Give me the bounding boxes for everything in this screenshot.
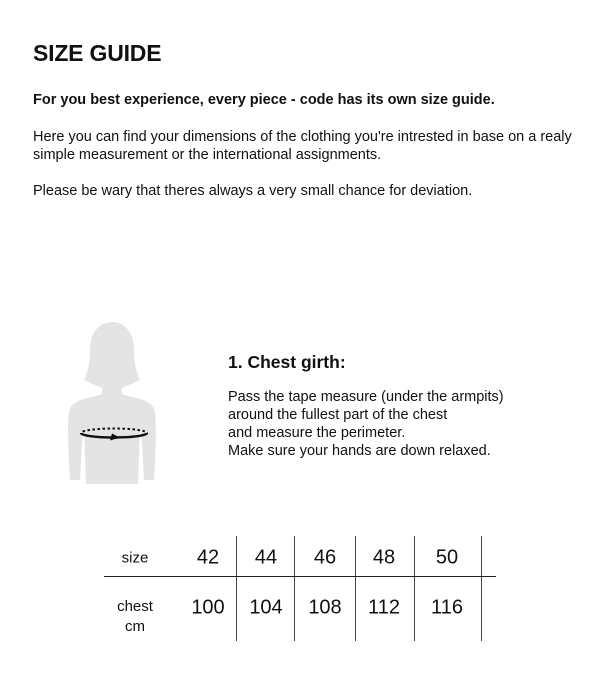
size-value: 50 xyxy=(435,546,459,569)
female-silhouette-chest-tape-icon xyxy=(62,318,162,490)
column-divider xyxy=(236,536,237,641)
size-value: 44 xyxy=(254,546,278,569)
instruction-line: and measure the perimeter. xyxy=(228,425,406,441)
lead-text: For you best experience, every piece - code has its own size guide. xyxy=(33,92,495,108)
column-divider xyxy=(294,536,295,641)
size-value: 42 xyxy=(196,546,220,569)
column-divider xyxy=(414,536,415,641)
page-title: SIZE GUIDE xyxy=(33,40,162,66)
deviation-note: Please be wary that theres always a very small chance for deviation. xyxy=(33,183,473,199)
size-row-label: size xyxy=(121,549,149,567)
chest-label-line: chest xyxy=(117,598,153,615)
chest-row-label xyxy=(117,597,153,637)
column-divider xyxy=(355,536,356,641)
chest-value: 100 xyxy=(191,596,225,619)
instruction-line: around the fullest part of the chest xyxy=(228,407,448,423)
column-divider xyxy=(481,536,482,641)
silhouette-shape xyxy=(68,322,156,484)
header-divider xyxy=(104,576,496,577)
chest-value: 108 xyxy=(308,596,342,619)
size-value: 48 xyxy=(372,546,396,569)
size-value: 46 xyxy=(313,546,337,569)
chest-unit-line: cm xyxy=(124,618,145,635)
instruction-line: Make sure your hands are down relaxed. xyxy=(228,443,491,459)
chest-girth-instructions xyxy=(228,388,504,460)
intro-paragraph: Here you can find your dimensions of the clothing you're intrested in base on a realy simple measurement or the international assignments. xyxy=(33,129,572,163)
chest-girth-title: 1. Chest girth: xyxy=(228,352,346,372)
chest-value: 112 xyxy=(368,596,400,619)
instruction-line: Pass the tape measure (under the armpits) xyxy=(228,389,504,405)
chest-value: 116 xyxy=(431,596,463,619)
chest-value: 104 xyxy=(249,596,283,619)
